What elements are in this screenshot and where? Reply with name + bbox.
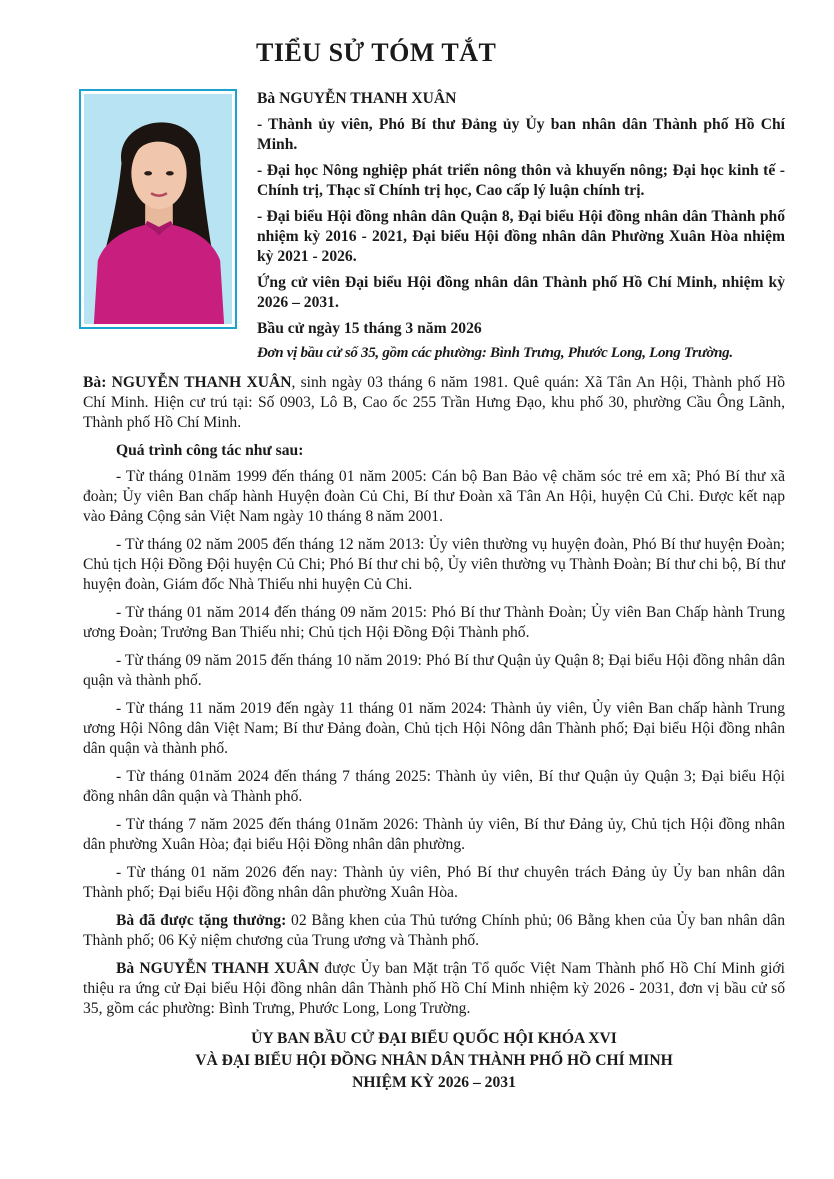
summary-position: - Thành ủy viên, Phó Bí thư Đảng ủy Ủy ban nhân dân Thành phố Hồ Chí Minh. [257, 116, 785, 153]
summary-block [257, 89, 785, 369]
career-item: - Từ tháng 11 năm 2019 đến ngày 11 tháng 01 năm 2024: Thành ủy viên, Ủy viên Ban chấp hành Trung ương Hội Nông dân Việt Nam; Bí thư Đảng đoàn, Chủ tịch Hội Nông dân Thành phố; Đại biểu Hội đồng nhân dân quận và thành phố. [83, 700, 785, 757]
career-heading: Quá trình công tác như sau: [116, 442, 304, 459]
nomination-text: được Ủy ban Mặt trận Tổ quốc Việt Nam Thành phố Hồ Chí Minh giới thiệu ra ứng cử Đại biểu Hội đồng nhân dân Thành phố Hồ Chí Minh nhiệm kỳ 2026 - 2031, đơn vị bầu cử số 35, gồm các phường: Bình Trưng, Phước Long, Long Trường. [83, 960, 785, 1017]
footer-line-3: NHIỆM KỲ 2026 – 2031 [352, 1074, 516, 1091]
bio-intro [83, 373, 785, 433]
career-item: - Từ tháng 01 năm 2014 đến tháng 09 năm 2015: Phó Bí thư Thành Đoàn; Ủy viên Ban Chấp hành Trung ương Đoàn; Trưởng Ban Thiếu nhi; Chủ tịch Hội Đồng Đội Thành phố. [83, 604, 785, 641]
summary-candidate: Ứng cử viên Đại biểu Hội đồng nhân dân Thành phố Hồ Chí Minh, nhiệm kỳ 2026 – 2031. [257, 274, 785, 311]
summary-education: - Đại học Nông nghiệp phát triển nông thôn và khuyến nông; Đại học kinh tế - Chính trị, Thạc sĩ Chính trị học, Cao cấp lý luận chính trị. [257, 162, 785, 199]
career-item: - Từ tháng 7 năm 2025 đến tháng 01năm 2026: Thành ủy viên, Bí thư Đảng ủy, Chủ tịch Hội đồng nhân dân phường Xuân Hòa; đại biểu Hội Đồng nhân dân phường. [83, 816, 785, 853]
candidate-photo [79, 89, 237, 329]
summary-deputy: - Đại biểu Hội đồng nhân dân Quận 8, Đại biểu Hội đồng nhân dân Thành phố nhiệm kỳ 2016 - 2021, Đại biểu Hội đồng nhân dân Phường Xuân Hòa nhiệm kỳ 2021 - 2026. [257, 208, 785, 265]
career-item: - Từ tháng 01 năm 2026 đến nay: Thành ủy viên, Phó Bí thư chuyên trách Đảng ủy Ủy ban nhân dân Thành phố; Đại biểu Hội đồng nhân dân phường Xuân Hòa. [83, 864, 785, 901]
awards-paragraph [83, 911, 785, 951]
nomination-paragraph [83, 959, 785, 1019]
bio-name: Bà: NGUYỄN THANH XUÂN [83, 374, 292, 391]
biography-body [83, 373, 785, 1027]
career-item: - Từ tháng 09 năm 2015 đến tháng 10 năm 2019: Phó Bí thư Quận ủy Quận 8; Đại biểu Hội đồng nhân dân quận và thành phố. [83, 652, 785, 689]
footer-line-2: VÀ ĐẠI BIỂU HỘI ĐỒNG NHÂN DÂN THÀNH PHỐ HỒ CHÍ MINH [195, 1052, 673, 1069]
summary-name: Bà NGUYỄN THANH XUÂN [257, 90, 457, 107]
career-item: - Từ tháng 02 năm 2005 đến tháng 12 năm 2013: Ủy viên thường vụ huyện đoàn, Phó Bí thư huyện Đoàn; Chủ tịch Hội Đồng Đội huyện Củ Chi; Phó Bí thư chi bộ, Ủy viên thường vụ Thành Đoàn; Bí thư chi bộ, Bí thư huyện đoàn, Giám đốc Nhà Thiếu nhi huyện Củ Chi. [83, 536, 785, 593]
summary-election-date: Bầu cử ngày 15 tháng 3 năm 2026 [257, 320, 482, 337]
issuing-committee [83, 1028, 785, 1094]
footer-line-1: ỦY BAN BẦU CỬ ĐẠI BIỂU QUỐC HỘI KHÓA XVI [251, 1030, 617, 1047]
career-item: - Từ tháng 01năm 2024 đến tháng 7 tháng 2025: Thành ủy viên, Bí thư Quận ủy Quận 3; Đại biểu Hội đồng nhân dân quận và Thành phố. [83, 768, 785, 805]
career-item: - Từ tháng 01năm 1999 đến tháng 01 năm 2005: Cán bộ Ban Bảo vệ chăm sóc trẻ em xã; Phó Bí thư xã đoàn; Ủy viên Ban chấp hành Huyện đoàn Củ Chi, Bí thư Đoàn xã Tân An Hội, huyện Củ Chi. Được kết nạp vào Đảng Cộng sản Việt Nam ngày 10 tháng 8 năm 2001. [83, 468, 785, 525]
portrait-image [84, 94, 232, 324]
summary-electoral-unit: Đơn vị bầu cử số 35, gồm các phường: Bình Trưng, Phước Long, Long Trường. [257, 345, 733, 361]
bio-intro-text: , sinh ngày 03 tháng 6 năm 1981. Quê quán: Xã Tân An Hội, Thành phố Hồ Chí Minh. Hiện cư trú tại: Số 0903, Lô B, Cao ốc 255 Trần Hưng Đạo, khu phố 30, phường Cầu Ông Lãnh, Thành phố Hồ Chí Minh. [83, 374, 786, 431]
awards-text: 02 Bằng khen của Thủ tướng Chính phủ; 06 Bằng khen của Ủy ban nhân dân Thành phố; 06 Kỷ niệm chương của Trung ương và Thành phố. [83, 912, 785, 949]
page-title: TIỂU SỬ TÓM TẮT [256, 38, 497, 67]
nomination-name: Bà NGUYỄN THANH XUÂN [116, 960, 320, 977]
awards-label: Bà đã được tặng thưởng: [116, 912, 287, 929]
